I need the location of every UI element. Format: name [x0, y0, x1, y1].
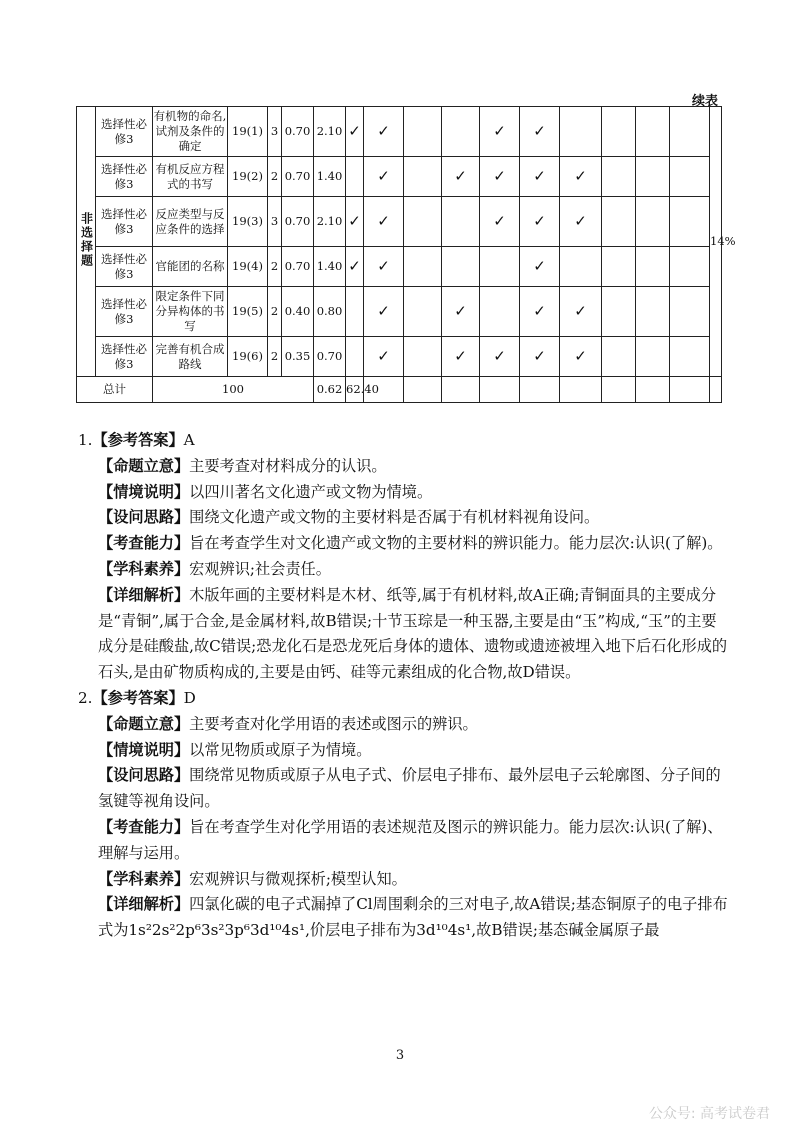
check-cell [636, 337, 670, 377]
check-cell [602, 197, 636, 247]
check-cell [346, 157, 364, 197]
check-cell [602, 337, 636, 377]
check-icon: ✓ [348, 212, 361, 230]
check-icon: ✓ [348, 257, 361, 275]
check-icon: ✓ [533, 347, 546, 365]
table-row [77, 287, 722, 337]
weighted-cell: 1.40 [314, 157, 346, 197]
check-icon: ✓ [493, 212, 506, 230]
check-icon: ✓ [348, 122, 361, 140]
table-row [77, 107, 722, 157]
check-cell [602, 247, 636, 287]
check-cell [364, 107, 404, 157]
check-cell [670, 157, 710, 197]
explanation-paragraph: 【情境说明】以常见物质或原子为情境。 [98, 740, 372, 759]
check-cell [364, 157, 404, 197]
check-icon: ✓ [533, 257, 546, 275]
check-icon: ✓ [533, 122, 546, 140]
check-cell [442, 247, 480, 287]
empty-cell [710, 377, 722, 403]
empty-cell [442, 377, 480, 403]
check-cell [364, 287, 404, 337]
module-cell: 选择性必修3 [96, 247, 153, 287]
check-cell [560, 337, 602, 377]
empty-cell [560, 377, 602, 403]
check-icon: ✓ [533, 302, 546, 320]
score-cell: 2 [268, 157, 282, 197]
check-cell [480, 337, 520, 377]
check-cell [670, 247, 710, 287]
empty-cell [636, 377, 670, 403]
check-cell [404, 107, 442, 157]
weighted-cell: 2.10 [314, 197, 346, 247]
check-cell [442, 197, 480, 247]
check-cell [670, 337, 710, 377]
total-score: 100 [153, 377, 314, 403]
content-cell: 完善有机合成路线 [153, 337, 228, 377]
check-cell [480, 247, 520, 287]
check-cell [602, 287, 636, 337]
answer-heading: 2.【参考答案】D [78, 688, 196, 707]
explanation-paragraph: 【设问思路】围绕文化遗产或文物的主要材料是否属于有机材料视角设问。 [98, 508, 600, 527]
check-cell [636, 287, 670, 337]
empty-cell [602, 377, 636, 403]
check-cell [520, 337, 560, 377]
check-cell [442, 287, 480, 337]
spec-table [76, 106, 736, 403]
empty-cell [670, 377, 710, 403]
check-cell [404, 287, 442, 337]
check-icon: ✓ [377, 122, 390, 140]
explanation-paragraph: 【设问思路】围绕常见物质或原子从电子式、价层电子排布、最外层电子云轮廓图、分子间的氢键等视角设问。 [98, 766, 721, 811]
check-cell [346, 287, 364, 337]
explanation-paragraph: 【情境说明】以四川著名文化遗产或文物为情境。 [98, 482, 433, 501]
weighted-cell: 2.10 [314, 107, 346, 157]
check-cell [636, 107, 670, 157]
explanation-paragraph: 【考查能力】旨在考查学生对文化遗产或文物的主要材料的辨识能力。能力层次:认识(了解)。 [98, 534, 723, 553]
check-cell [364, 247, 404, 287]
module-cell: 选择性必修3 [96, 157, 153, 197]
check-cell [480, 107, 520, 157]
check-cell [346, 107, 364, 157]
check-cell [480, 287, 520, 337]
check-cell [636, 197, 670, 247]
content-cell: 有机物的命名,试剂及条件的确定 [153, 107, 228, 157]
continuation-label: 续表 [691, 94, 718, 109]
difficulty-cell: 0.40 [282, 287, 314, 337]
difficulty-cell: 0.70 [282, 197, 314, 247]
check-cell [404, 337, 442, 377]
total-label: 总计 [77, 377, 153, 403]
check-cell [404, 197, 442, 247]
check-icon: ✓ [377, 347, 390, 365]
check-cell [560, 247, 602, 287]
check-cell [670, 287, 710, 337]
check-cell [636, 157, 670, 197]
explanation-paragraph: 【学科素养】宏观辨识与微观探析;模型认知。 [98, 869, 407, 888]
check-cell [480, 157, 520, 197]
module-cell: 选择性必修3 [96, 287, 153, 337]
check-icon: ✓ [454, 167, 467, 185]
check-icon: ✓ [377, 167, 390, 185]
score-cell: 2 [268, 337, 282, 377]
check-icon: ✓ [574, 167, 587, 185]
check-icon: ✓ [574, 212, 587, 230]
check-cell [404, 157, 442, 197]
check-cell [520, 247, 560, 287]
table-row [77, 337, 722, 377]
check-icon: ✓ [533, 167, 546, 185]
question-cell: 19(3) [228, 197, 268, 247]
check-cell [520, 287, 560, 337]
content-cell: 官能团的名称 [153, 247, 228, 287]
check-icon: ✓ [493, 347, 506, 365]
question-cell: 19(4) [228, 247, 268, 287]
explanation-paragraph: 【详细解析】四氯化碳的电子式漏掉了Cl周围剩余的三对电子,故A错误;基态铜原子的电子排布式为1s²2s²2p⁶3s²3p⁶3d¹⁰4s¹,价层电子排布为3d¹⁰4s¹,故B错误;基态碱金属原子最 [98, 895, 728, 940]
page-number: 3 [395, 1048, 405, 1063]
content-cell: 有机反应方程式的书写 [153, 157, 228, 197]
content-cell: 限定条件下同分异构体的书写 [153, 287, 228, 337]
explanation-paragraph: 【详细解析】木版年画的主要材料是木材、纸等,属于有机材料,故A正确;青铜面具的主要成分是“青铜”,属于合金,是金属材料,故B错误;十节玉琮是一种玉器,主要是由“玉”构成,“玉”的主要成分是硅酸盐,故C错误;恐龙化石是恐龙死后身体的遗体、遗物或遗迹被埋入地下后石化形成的石头,是由矿物质构成的,主要是由钙、硅等元素组成的化合物,故D错误。 [98, 585, 728, 682]
check-icon: ✓ [377, 257, 390, 275]
check-icon: ✓ [454, 302, 467, 320]
check-icon: ✓ [533, 212, 546, 230]
answers-section [78, 428, 728, 944]
module-cell: 选择性必修3 [96, 197, 153, 247]
check-cell [520, 197, 560, 247]
weighted-cell: 0.80 [314, 287, 346, 337]
total-weighted: 62.40 [346, 377, 364, 403]
check-icon: ✓ [574, 302, 587, 320]
empty-cell [404, 377, 442, 403]
difficulty-cell: 0.35 [282, 337, 314, 377]
check-icon: ✓ [574, 347, 587, 365]
question-cell: 19(1) [228, 107, 268, 157]
check-cell [364, 337, 404, 377]
check-cell [346, 197, 364, 247]
score-cell: 2 [268, 287, 282, 337]
check-icon: ✓ [454, 347, 467, 365]
score-cell: 3 [268, 197, 282, 247]
check-cell [602, 107, 636, 157]
difficulty-cell: 0.70 [282, 247, 314, 287]
explanation-paragraph: 【命题立意】主要考查对化学用语的表述或图示的辨识。 [98, 714, 478, 733]
check-icon: ✓ [377, 212, 390, 230]
explanation-paragraph: 【命题立意】主要考查对材料成分的认识。 [98, 456, 387, 475]
total-row [77, 377, 722, 403]
total-difficulty: 0.62 [314, 377, 346, 403]
check-cell [670, 107, 710, 157]
check-cell [346, 247, 364, 287]
weighted-cell: 1.40 [314, 247, 346, 287]
check-cell [442, 107, 480, 157]
check-cell [442, 337, 480, 377]
check-cell [560, 197, 602, 247]
check-icon: ✓ [377, 302, 390, 320]
check-cell [670, 197, 710, 247]
check-cell [404, 247, 442, 287]
weighted-cell: 0.70 [314, 337, 346, 377]
check-cell [520, 157, 560, 197]
content-cell: 反应类型与反应条件的选择 [153, 197, 228, 247]
empty-cell [520, 377, 560, 403]
check-icon: ✓ [493, 122, 506, 140]
check-cell [346, 337, 364, 377]
answer-heading: 1.【参考答案】A [78, 431, 195, 449]
table-row [77, 157, 722, 197]
table-row [77, 197, 722, 247]
check-cell [480, 197, 520, 247]
question-cell: 19(5) [228, 287, 268, 337]
check-cell [520, 107, 560, 157]
score-cell: 2 [268, 247, 282, 287]
question-cell: 19(2) [228, 157, 268, 197]
explanation-paragraph: 【学科素养】宏观辨识;社会责任。 [98, 559, 331, 578]
check-cell [636, 247, 670, 287]
module-cell: 选择性必修3 [96, 107, 153, 157]
explanation-paragraph: 【考查能力】旨在考查学生对化学用语的表述规范及图示的辨识能力。能力层次:认识(了解)、理解与运用。 [98, 817, 723, 862]
percentage-cell: 14% [710, 107, 722, 377]
check-cell [560, 157, 602, 197]
table-row [77, 247, 722, 287]
empty-cell [480, 377, 520, 403]
section-label: 非选择题 [77, 107, 96, 377]
check-cell [442, 157, 480, 197]
difficulty-cell: 0.70 [282, 157, 314, 197]
check-cell [560, 107, 602, 157]
watermark: 公众号: 高考试卷君 [648, 1106, 770, 1122]
check-cell [364, 197, 404, 247]
check-icon: ✓ [493, 167, 506, 185]
question-cell: 19(6) [228, 337, 268, 377]
check-cell [602, 157, 636, 197]
difficulty-cell: 0.70 [282, 107, 314, 157]
module-cell: 选择性必修3 [96, 337, 153, 377]
check-cell [560, 287, 602, 337]
score-cell: 3 [268, 107, 282, 157]
